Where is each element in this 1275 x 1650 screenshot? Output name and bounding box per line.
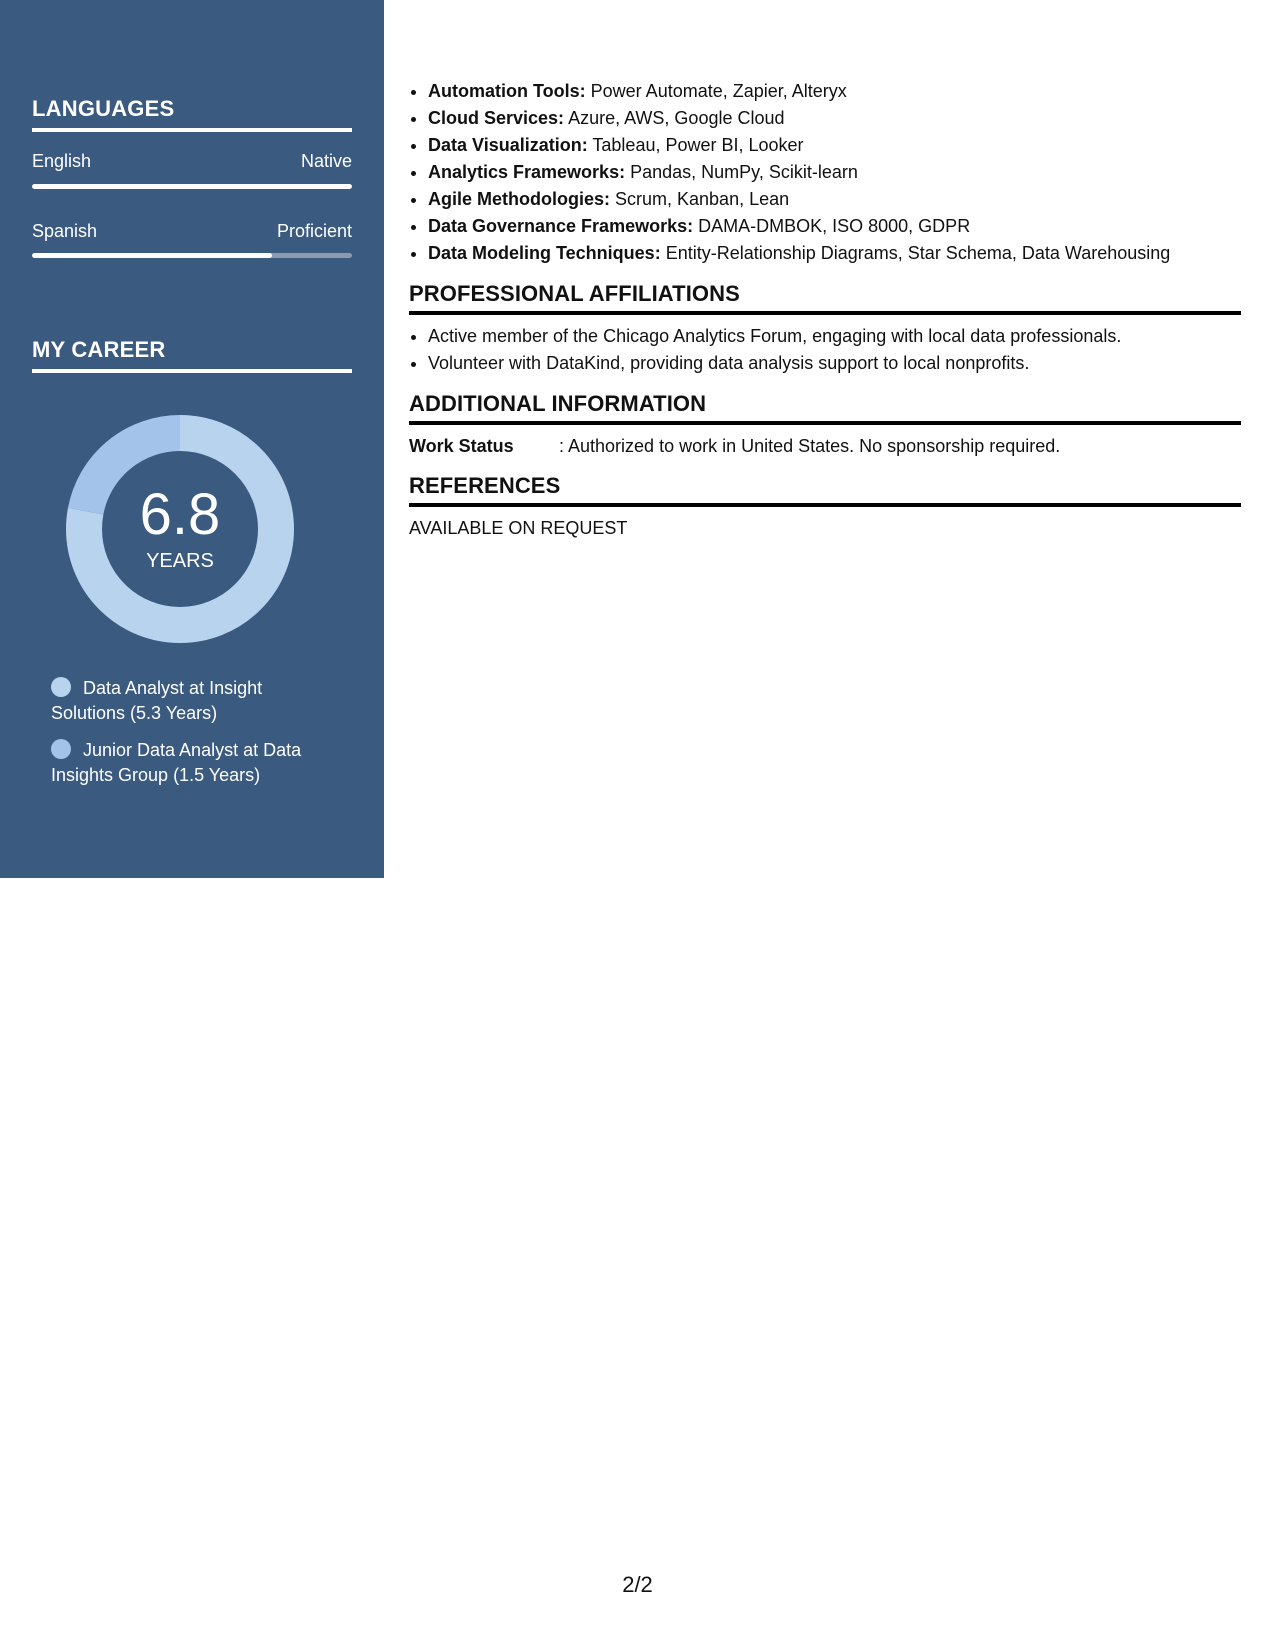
page-number: 2/2 <box>622 1572 653 1597</box>
main-content <box>409 78 1241 541</box>
skill-value: Pandas, NumPy, Scikit-learn <box>630 162 858 182</box>
language-row-english <box>32 151 352 175</box>
list-item <box>428 132 1241 159</box>
languages-heading: LANGUAGES <box>32 96 352 132</box>
skill-value: DAMA-DMBOK, ISO 8000, GDPR <box>698 216 971 236</box>
skill-label: Analytics Frameworks: <box>428 162 626 182</box>
skills-list <box>409 78 1241 267</box>
language-level: Native <box>300 151 352 171</box>
career-legend-item <box>51 738 341 788</box>
skill-value: Power Automate, Zapier, Alteryx <box>590 81 847 101</box>
skill-label: Cloud Services: <box>428 108 565 128</box>
skill-value: Azure, AWS, Google Cloud <box>568 108 785 128</box>
career-heading: MY CAREER <box>32 337 352 373</box>
list-item <box>428 213 1241 240</box>
references-heading: REFERENCES <box>409 473 1241 507</box>
career-legend-label: Junior Data Analyst at Data Insights Group (1.5 Years) <box>51 740 302 785</box>
career-donut-center <box>66 415 294 643</box>
additional-info-heading: ADDITIONAL INFORMATION <box>409 391 1241 425</box>
work-status-label: Work Status <box>409 436 514 456</box>
legend-dot-icon <box>51 739 71 759</box>
skill-label: Automation Tools: <box>428 81 586 101</box>
language-name: English <box>32 151 92 171</box>
affiliations-list <box>409 323 1241 377</box>
legend-dot-icon <box>51 677 71 697</box>
references-text: AVAILABLE ON REQUEST <box>409 518 628 538</box>
list-item <box>428 159 1241 186</box>
skill-value: Entity-Relationship Diagrams, Star Schema, Data Warehousing <box>665 243 1171 263</box>
skill-label: Agile Methodologies: <box>428 189 610 209</box>
career-total-years: 6.8 <box>139 481 221 547</box>
skill-label: Data Visualization: <box>428 135 588 155</box>
language-level: Proficient <box>276 221 352 241</box>
career-legend-label: Data Analyst at Insight Solutions (5.3 Years) <box>51 678 263 723</box>
skill-label: Data Governance Frameworks: <box>428 216 694 236</box>
list-item <box>428 186 1241 213</box>
list-item <box>428 78 1241 105</box>
career-donut-chart <box>66 415 294 643</box>
career-total-unit: YEARS <box>146 549 214 572</box>
career-legend-item <box>51 676 341 726</box>
skill-label: Data Modeling Techniques: <box>428 243 661 263</box>
language-bar-spanish <box>32 253 352 258</box>
list-item <box>428 105 1241 132</box>
affiliations-heading: PROFESSIONAL AFFILIATIONS <box>409 281 1241 315</box>
list-item: • Active member of the Chicago Analytics Forum, engaging with local data professionals. <box>428 323 1241 350</box>
language-bar-english <box>32 184 352 189</box>
language-fill-spanish <box>32 253 272 258</box>
skill-value: Tableau, Power BI, Looker <box>592 135 804 155</box>
skill-value: Scrum, Kanban, Lean <box>615 189 790 209</box>
language-name: Spanish <box>32 221 98 241</box>
language-row-spanish <box>32 221 352 245</box>
language-fill-english <box>32 184 352 189</box>
sidebar <box>0 0 384 878</box>
work-status-value: : Authorized to work in United States. No sponsorship required. <box>559 436 1061 456</box>
list-item: • Volunteer with DataKind, providing data analysis support to local nonprofits. <box>428 350 1241 377</box>
list-item <box>428 240 1241 267</box>
work-status-row <box>409 433 1241 459</box>
